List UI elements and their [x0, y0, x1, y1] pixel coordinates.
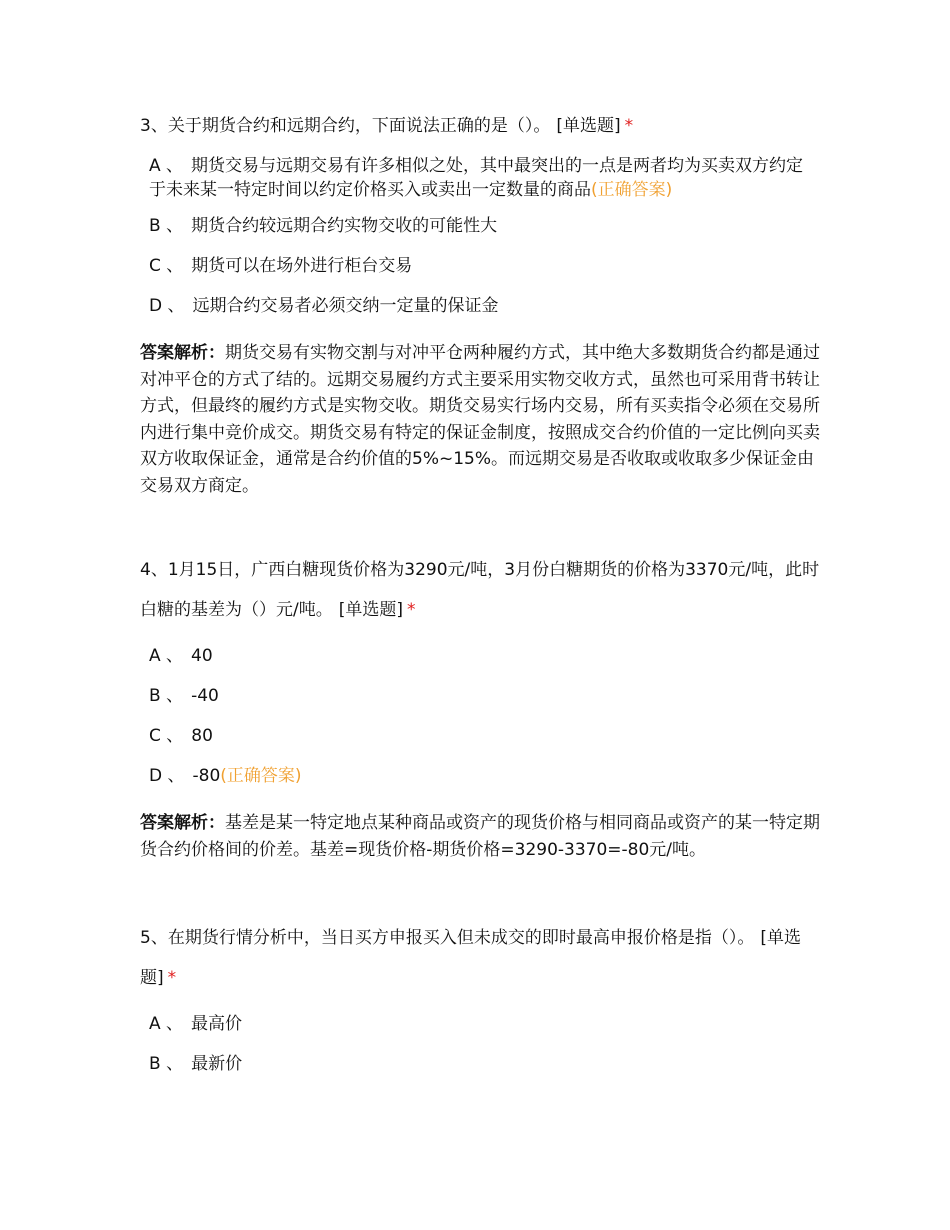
correct-answer-label: (正确答案) [591, 180, 673, 200]
option-text: 40 [191, 646, 213, 666]
explanation-label: 答案解析： [140, 813, 225, 833]
option-text: -40 [191, 686, 219, 706]
option-b [149, 676, 820, 716]
option-text: 最高价 [191, 1014, 243, 1034]
option-letter: A 、 [149, 1014, 184, 1034]
question-text: 在期货行情分析中，当日买方申报买入但未成交的即时最高申报价格是指（）。 [167, 928, 755, 948]
option-a [149, 636, 820, 676]
question-4 [140, 550, 820, 863]
required-mark: * [407, 600, 416, 620]
explanation-label: 答案解析： [140, 343, 225, 363]
required-mark: * [624, 116, 634, 136]
option-letter: A 、 [149, 156, 184, 176]
option-c [149, 716, 820, 756]
option-letter: D 、 [149, 766, 185, 786]
explanation-text: 基差是某一特定地点某种商品或资产的现货价格与相同商品或资产的某一特定期货合约价格间的价差。基差=现货价格-期货价格=3290-3370=-80元/吨。 [140, 813, 820, 860]
option-letter: B 、 [149, 686, 184, 706]
question-3 [140, 106, 820, 499]
option-text: 80 [191, 726, 213, 746]
option-a [149, 150, 820, 206]
option-letter: D 、 [149, 296, 185, 316]
option-letter: A 、 [149, 646, 184, 666]
question-type-tag: [单选题] [338, 600, 403, 620]
question-5 [140, 918, 820, 1084]
option-d [149, 756, 820, 796]
answer-explanation [140, 340, 820, 499]
option-letter: B 、 [149, 216, 184, 236]
question-type-tag: [单选题] [556, 116, 621, 136]
option-letter: C 、 [149, 256, 184, 276]
explanation-text: 期货交易有实物交割与对冲平仓两种履约方式，其中绝大多数期货合约都是通过对冲平仓的方式了结的。远期交易履约方式主要采用实物交收方式，虽然也可采用背书转让方式，但最终的履约方式是实物交收。期货交易实行场内交易，所有买卖指令必须在交易所内进行集中竞价成交。期货交易有特定的保证金制度，按照成交合约价值的一定比例向买卖双方收取保证金，通常是合约价值的5%~15%。而远期交易是否收取或收取多少保证金由交易双方商定。 [140, 343, 820, 496]
option-b [149, 206, 820, 246]
question-text: 1月15日，广西白糖现货价格为3290元/吨，3月份白糖期货的价格为3370元/吨，此时白糖的基差为（）元/吨。 [140, 560, 820, 620]
answer-explanation [140, 810, 820, 863]
option-text: 最新价 [191, 1054, 243, 1074]
question-title [140, 918, 820, 998]
option-d [149, 286, 820, 326]
option-text: -80 [192, 766, 221, 786]
question-title [140, 106, 820, 146]
question-number: 3、 [140, 116, 168, 136]
option-letter: C 、 [149, 726, 184, 746]
question-number: 5、 [140, 928, 168, 948]
option-text: 期货可以在场外进行柜台交易 [191, 256, 413, 276]
option-text: 远期合约交易者必须交纳一定量的保证金 [192, 296, 499, 316]
option-c [149, 246, 820, 286]
option-a [149, 1004, 820, 1044]
option-text: 期货合约较远期合约实物交收的可能性大 [191, 216, 498, 236]
option-b [149, 1044, 820, 1084]
required-mark: * [167, 968, 177, 988]
question-title [140, 550, 820, 630]
question-number: 4、 [140, 560, 168, 580]
option-letter: B 、 [149, 1054, 184, 1074]
correct-answer-label: (正确答案) [220, 766, 302, 786]
option-text: 期货交易与远期交易有许多相似之处，其中最突出的一点是两者均为买卖双方约定于未来某一特定时间以约定价格买入或卖出一定数量的商品 [149, 156, 804, 200]
question-type-tag: [单选题] [140, 928, 801, 988]
question-text: 关于期货合约和远期合约，下面说法正确的是（）。 [167, 116, 551, 136]
